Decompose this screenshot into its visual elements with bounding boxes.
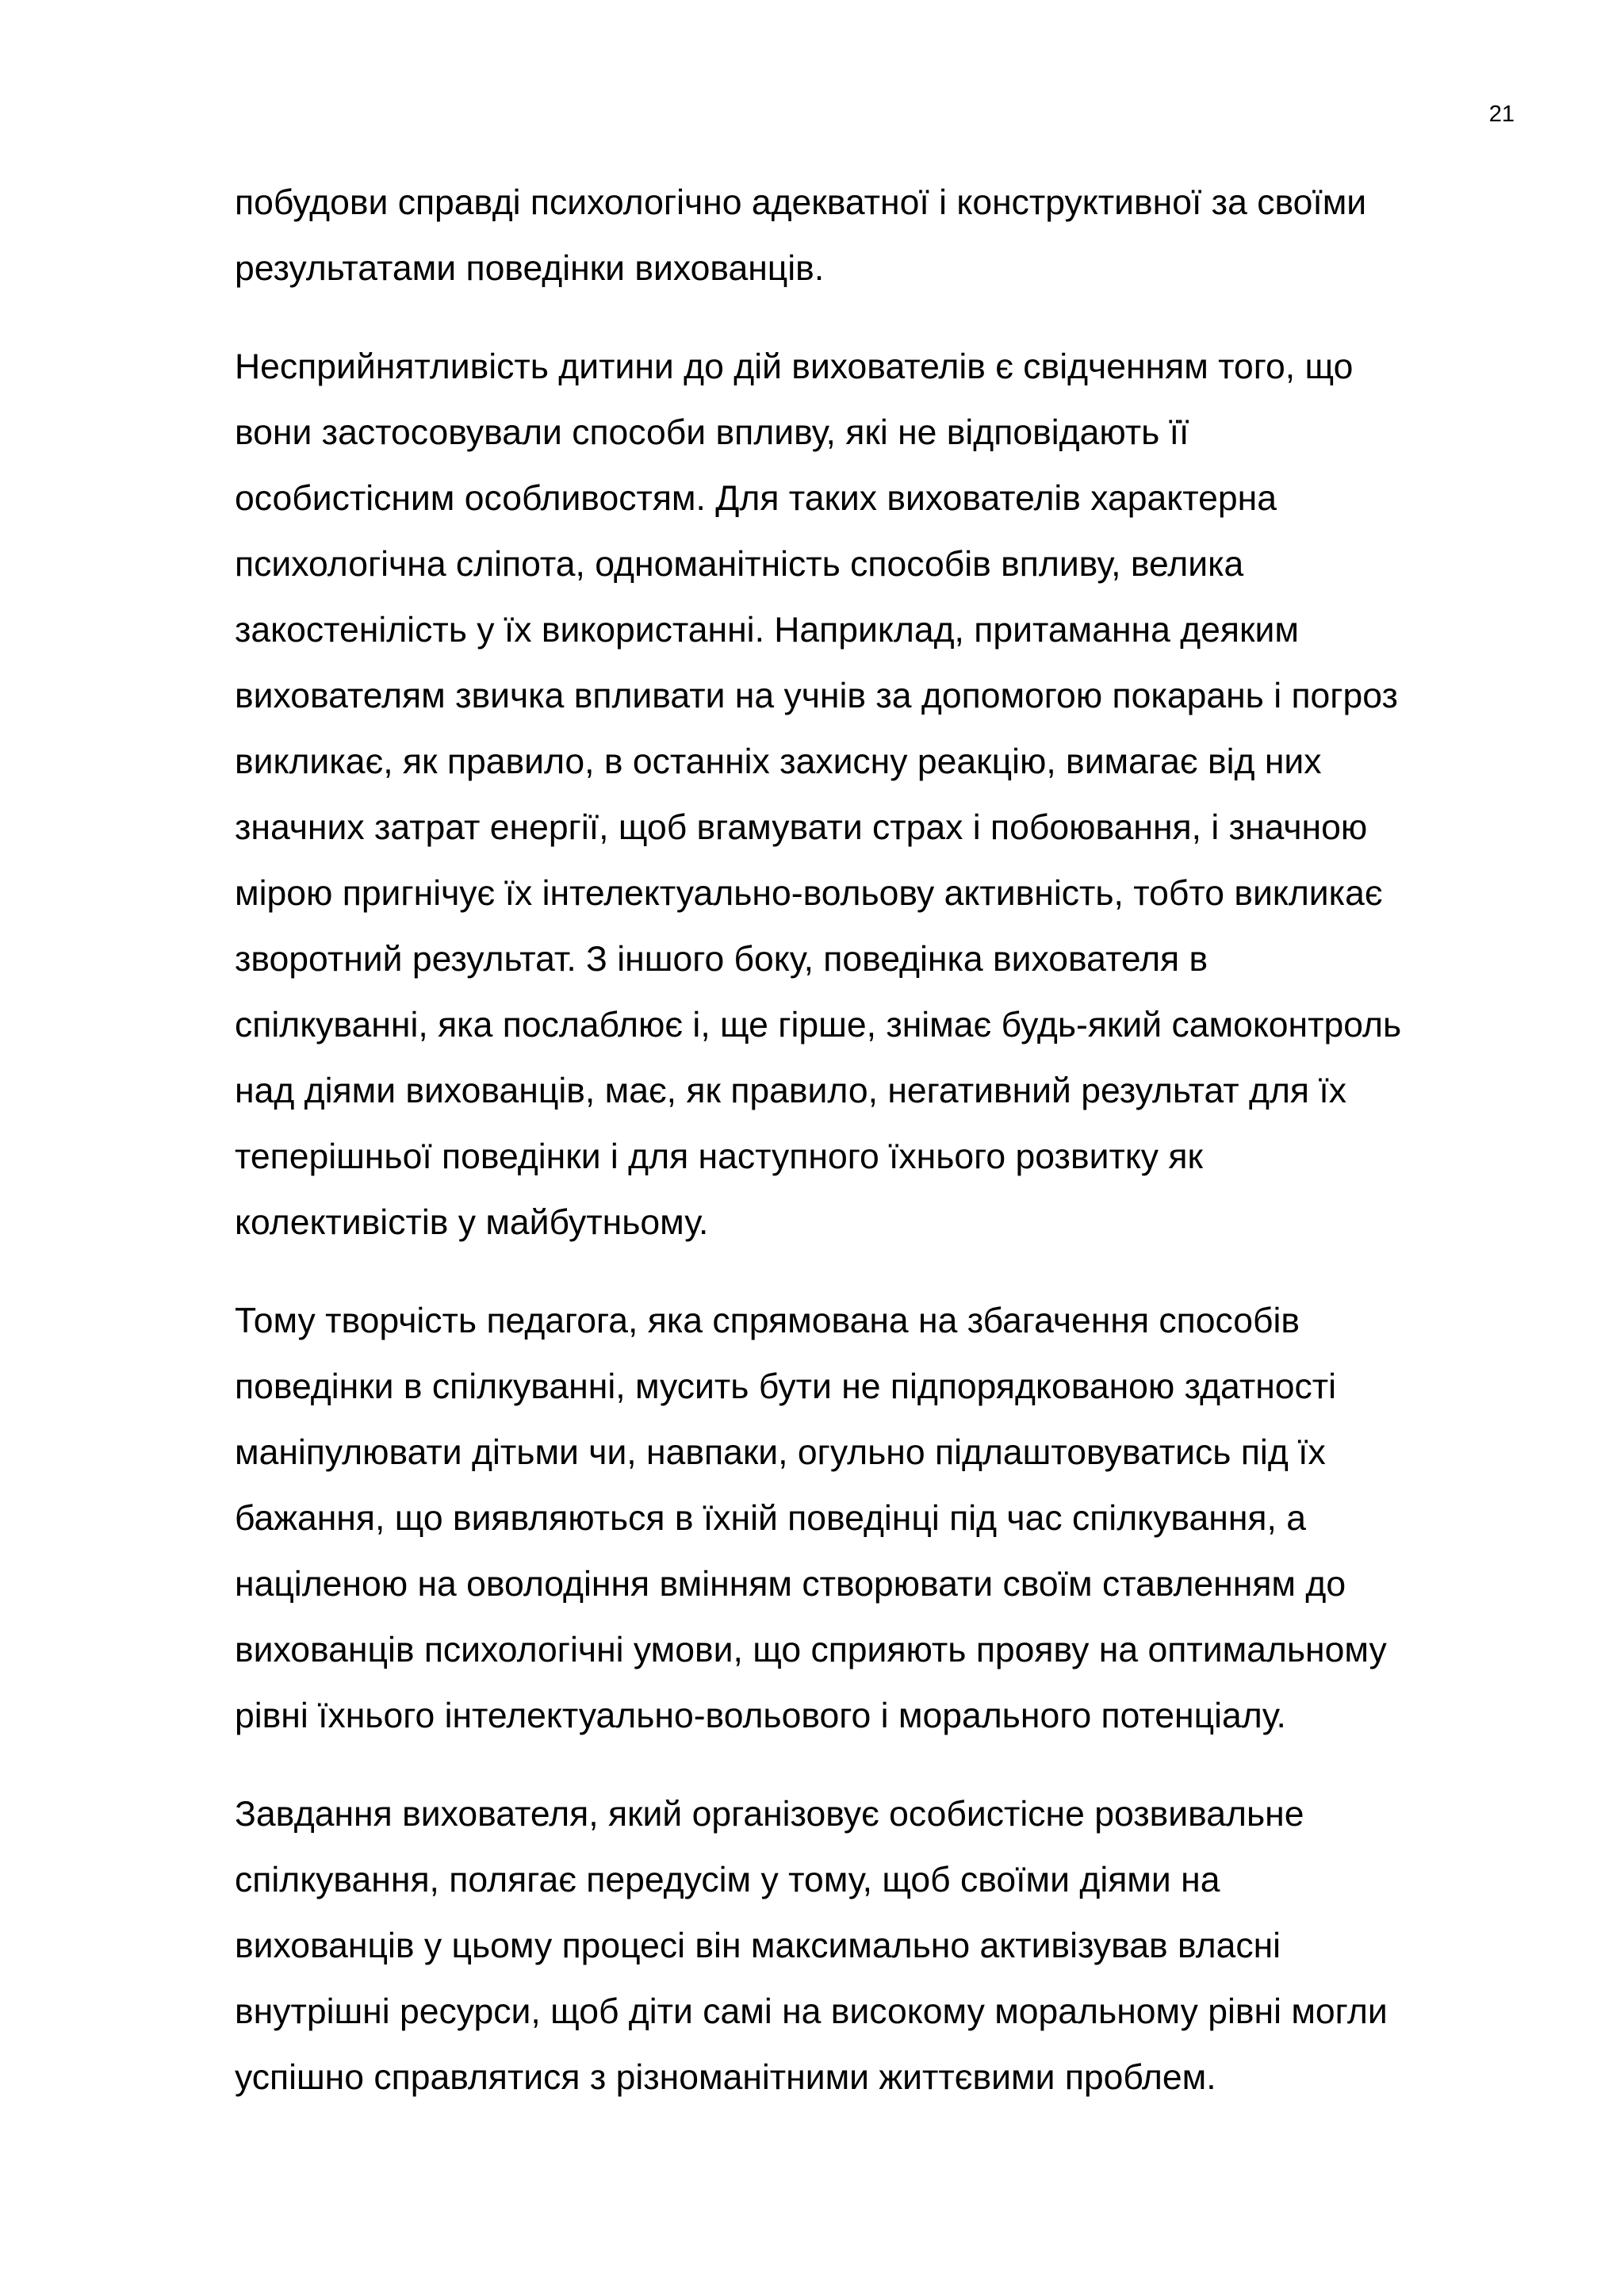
text-line: спілкуванні, яка послаблює і, ще гірше, знімає будь-який самоконтроль (235, 1006, 1402, 1045)
text-line: над діями вихованців, має, як правило, негативний результат для їх (235, 1071, 1347, 1110)
page-number: 21 (1488, 102, 1515, 127)
text-line: результатами поведінки вихованців. (235, 249, 825, 288)
text-line: Завдання вихователя, який організовує особистісне розвивальне (235, 1795, 1304, 1834)
text-line: вихованців у цьому процесі він максимально активізував власні (235, 1926, 1281, 1965)
text-line: спілкування, полягає передусім у тому, щоб своїми діями на (235, 1861, 1220, 1899)
text-line: мірою пригнічує їх інтелектуально-вольову активність, тобто викликає (235, 874, 1383, 913)
text-line: маніпулювати дітьми чи, навпаки, огульно підлаштовуватись під їх (235, 1433, 1326, 1472)
text-line: Тому творчість педагога, яка спрямована на збагачення способів (235, 1301, 1300, 1340)
text-line: рівні їхнього інтелектуально-вольового і морального потенціалу. (235, 1696, 1286, 1735)
text-line: успішно справлятися з різноманітними життєвими проблем. (235, 2058, 1216, 2097)
document-body (235, 170, 1551, 2143)
text-line: вихованців психологічні умови, що сприяють прояву на оптимальному (235, 1631, 1387, 1669)
text-line: поведінки в спілкуванні, мусить бути не підпорядкованою здатності (235, 1367, 1337, 1406)
text-line: побудови справді психологічно адекватної і конструктивної за своїми (235, 183, 1367, 222)
text-line: теперішньої поведінки і для наступного їхнього розвитку як (235, 1137, 1203, 1176)
text-line: бажання, що виявляються в їхній поведінці під час спілкування, а (235, 1499, 1306, 1538)
paragraph-2 (235, 334, 1551, 1255)
paragraph-3 (235, 1288, 1551, 1749)
text-line: вихователям звичка впливати на учнів за допомогою покарань і погроз (235, 677, 1398, 715)
text-line: зворотний результат. З іншого боку, поведінка вихователя в (235, 940, 1208, 979)
text-line: особистісним особливостям. Для таких вихователів характерна (235, 479, 1277, 518)
text-line: вони застосовували способи впливу, які не відповідають її (235, 413, 1189, 452)
paragraph-4 (235, 1781, 1551, 2110)
text-line: психологічна сліпота, одноманітність способів впливу, велика (235, 545, 1244, 584)
text-line: колективістів у майбутньому. (235, 1203, 709, 1242)
text-line: внутрішні ресурси, щоб діти самі на високому моральному рівні могли (235, 1992, 1388, 2031)
text-line: Несприйнятливість дитини до дій вихователів є свідченням того, що (235, 347, 1354, 386)
text-line: націленою на оволодіння вмінням створювати своїм ставленням до (235, 1565, 1346, 1604)
text-line: викликає, як правило, в останніх захисну реакцію, вимагає від них (235, 742, 1322, 781)
text-line: значних затрат енергії, щоб вгамувати страх і побоювання, і значною (235, 808, 1368, 847)
paragraph-1 (235, 170, 1551, 301)
text-line: закостенілість у їх використанні. Наприклад, притаманна деяким (235, 611, 1299, 650)
